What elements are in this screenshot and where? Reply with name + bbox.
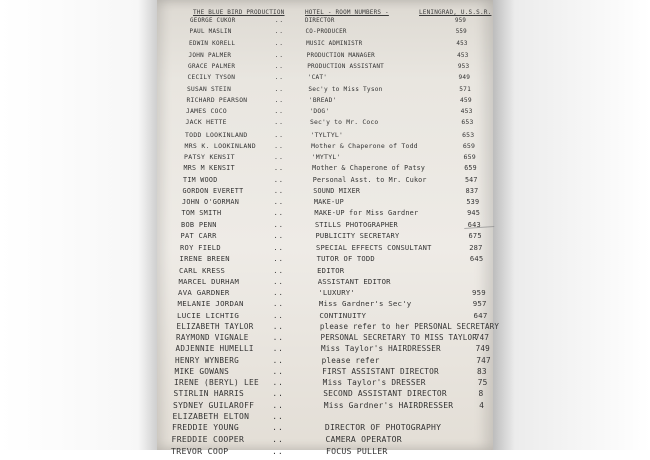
- separator: ..: [274, 141, 284, 150]
- crew-role: Sec'y to Miss Tyson: [308, 85, 383, 93]
- crew-role: Mother & Chaperone of Patsy: [312, 164, 426, 173]
- crew-name: JOHN O'GORMAN: [182, 198, 240, 206]
- crew-role: MUSIC ADMINISTR: [306, 40, 363, 47]
- room-number: 945: [467, 209, 481, 218]
- room-number: 571: [459, 85, 471, 93]
- crew-role: FOCUS PULLER: [326, 445, 388, 456]
- crew-name: TOM SMITH: [181, 209, 222, 218]
- crew-role: DIRECTOR: [305, 18, 335, 24]
- crew-name: TIM WOOD: [183, 175, 218, 184]
- crew-name: BOB PENN: [181, 220, 217, 229]
- crew-role: 'TYLTYL': [310, 130, 344, 139]
- crew-role: 'BREAD': [308, 96, 337, 104]
- separator: ..: [274, 63, 284, 70]
- crew-role: TUTOR OF TODD: [316, 254, 375, 264]
- crew-name: GRACE PALMER: [188, 63, 236, 70]
- crew-name: MRS M KENSIT: [183, 164, 235, 173]
- crew-role: please refer to her PERSONAL SECRETARY: [319, 321, 500, 331]
- crew-name: HENRY WYNBERG: [175, 355, 240, 365]
- crew-role: CO-PRODUCER: [305, 29, 347, 36]
- crew-role: ASSISTANT EDITOR: [317, 276, 391, 286]
- room-number: 653: [462, 130, 475, 139]
- separator: ..: [272, 321, 284, 331]
- crew-name: ELIZABETH TAYLOR: [176, 321, 254, 331]
- crew-role: Miss Gardner's Sec'y: [318, 299, 412, 309]
- separator: ..: [273, 265, 284, 275]
- city-heading: LENINGRAD, U.S.S.R.: [419, 9, 492, 16]
- room-number: 547: [464, 175, 478, 184]
- crew-role: PUBLICITY SECRETARY: [315, 231, 400, 240]
- room-number: 659: [462, 141, 476, 150]
- crew-role: Sec'y to Mr. Coco: [309, 119, 379, 127]
- crew-role: Miss Gardner's HAIRDRESSER: [323, 400, 454, 410]
- separator: ..: [273, 220, 284, 229]
- separator: ..: [272, 355, 284, 365]
- room-number: 749: [475, 344, 490, 354]
- separator: ..: [274, 96, 284, 104]
- room-number: 837: [465, 186, 479, 195]
- hotel-column-heading: HOTEL - ROOM NUMBERS -: [305, 9, 389, 16]
- crew-name: TODD LOOKINLAND: [185, 130, 248, 139]
- separator: ..: [272, 366, 284, 376]
- crew-name: PAT CARR: [180, 231, 217, 240]
- crew-role: DIRECTOR OF PHOTOGRAPHY: [324, 423, 442, 432]
- separator: ..: [272, 445, 284, 456]
- room-number: 559: [455, 29, 467, 36]
- crew-name: IRENE BREEN: [179, 254, 230, 264]
- crew-name: SUSAN STEIN: [187, 85, 232, 93]
- crew-name: GORDON EVERETT: [182, 186, 244, 195]
- separator: ..: [273, 175, 284, 184]
- room-number: 675: [468, 231, 482, 240]
- room-number: 647: [473, 310, 488, 320]
- crew-role: 'DOG': [309, 108, 330, 115]
- separator: ..: [274, 51, 284, 59]
- separator: ..: [272, 423, 284, 432]
- separator: ..: [272, 389, 284, 399]
- separator: ..: [273, 288, 284, 297]
- left-margin-background: [0, 0, 157, 450]
- separator: ..: [273, 299, 284, 309]
- separator: ..: [272, 411, 284, 421]
- crew-name: MRS K. LOOKINLAND: [184, 141, 256, 150]
- crew-role: CAMERA OPERATOR: [325, 434, 402, 445]
- room-number: 959: [455, 18, 467, 24]
- room-number: 747: [476, 355, 491, 365]
- crew-name: SYDNEY GUILAROFF: [173, 400, 255, 410]
- crew-role: SPECIAL EFFECTS CONSULTANT: [316, 243, 432, 252]
- separator: ..: [274, 29, 284, 36]
- room-number: 653: [461, 119, 474, 127]
- crew-role: FIRST ASSISTANT DIRECTOR: [322, 366, 439, 376]
- crew-role: Miss Taylor's HAIRDRESSER: [321, 344, 441, 354]
- crew-name: MIKE GOWANS: [174, 366, 230, 376]
- crew-name: LUCIE LICHTIG: [177, 310, 240, 320]
- separator: ..: [274, 74, 284, 82]
- separator: ..: [273, 243, 284, 252]
- crew-name: JOHN PALMER: [188, 51, 232, 59]
- crew-role: 'CAT': [307, 74, 328, 82]
- separator: ..: [273, 186, 284, 195]
- production-title: THE BLUE BIRD PRODUCTION: [193, 9, 285, 16]
- crew-role: please refer: [321, 355, 380, 365]
- separator: ..: [272, 310, 284, 320]
- room-number: 747: [474, 333, 490, 342]
- crew-role: STILLS PHOTOGRAPHER: [314, 220, 398, 229]
- typed-crew-list-page: [157, 0, 500, 456]
- crew-name: PATSY KENSIT: [184, 153, 235, 161]
- room-number: 659: [463, 153, 476, 161]
- separator: ..: [274, 40, 284, 47]
- separator: ..: [273, 231, 284, 240]
- room-number: 949: [458, 74, 471, 82]
- room-number: 959: [472, 288, 486, 297]
- room-number: 287: [469, 243, 483, 252]
- room-number: 643: [467, 220, 481, 229]
- crew-name: EDWIN KORELL: [189, 40, 236, 47]
- crew-name: TREVOR COOP: [171, 445, 229, 456]
- crew-name: ADJENNIE HUMELLI: [175, 344, 254, 354]
- crew-name: CECILY TYSON: [187, 74, 236, 82]
- crew-role: 'LUXURY': [318, 288, 355, 297]
- room-number: 453: [460, 108, 473, 115]
- crew-name: STIRLIN HARRIS: [173, 389, 245, 399]
- crew-role: EDITOR: [317, 265, 345, 275]
- crew-name: GEORGE CUKOR: [190, 18, 236, 24]
- crew-role: MAKE-UP for Miss Gardner: [314, 209, 419, 218]
- separator: ..: [272, 400, 284, 410]
- crew-row: [157, 446, 517, 460]
- crew-name: MELANIE JORDAN: [177, 299, 244, 309]
- room-number: 453: [456, 40, 468, 47]
- separator: ..: [274, 153, 284, 161]
- separator: ..: [273, 276, 284, 286]
- room-number: 659: [464, 164, 477, 173]
- separator: ..: [274, 85, 284, 93]
- crew-role: MAKE-UP: [313, 198, 344, 206]
- crew-name: IRENE (BERYL) LEE: [174, 378, 260, 387]
- crew-role: 'MYTYL': [311, 153, 341, 161]
- separator: ..: [272, 434, 284, 445]
- separator: ..: [272, 378, 284, 387]
- separator: ..: [272, 344, 284, 354]
- crew-name: ROY FIELD: [180, 243, 221, 252]
- crew-role: SOUND MIXER: [313, 186, 361, 195]
- separator: ..: [274, 108, 284, 115]
- room-number: 459: [459, 96, 472, 104]
- crew-role: PRODUCTION MANAGER: [306, 51, 375, 59]
- room-number: 645: [469, 254, 484, 264]
- crew-role: CONTINUITY: [319, 310, 367, 320]
- separator: ..: [273, 254, 284, 264]
- crew-role: PERSONAL SECRETARY TO MISS TAYLOR: [320, 333, 478, 342]
- crew-name: JAMES COCO: [186, 108, 227, 115]
- crew-role: SECOND ASSISTANT DIRECTOR: [323, 389, 447, 399]
- room-number: 539: [466, 198, 480, 206]
- crew-role: Miss Taylor's DRESSER: [322, 378, 426, 387]
- crew-name: JACK HETTE: [185, 119, 227, 127]
- crew-role: PRODUCTION ASSISTANT: [307, 63, 385, 70]
- room-number: 953: [457, 63, 470, 70]
- room-number: 453: [457, 51, 469, 59]
- crew-role: Personal Asst. to Mr. Cukor: [312, 175, 427, 184]
- crew-name: RAYMOND VIGNALE: [176, 333, 249, 342]
- room-number: 8: [478, 389, 484, 399]
- crew-name: CARL KRESS: [179, 265, 226, 275]
- separator: ..: [272, 333, 284, 342]
- crew-list: [157, 0, 500, 456]
- room-number: 4: [479, 400, 485, 410]
- crew-name: PAUL MASLIN: [189, 29, 232, 36]
- room-number: 957: [472, 299, 487, 309]
- crew-name: FREDDIE YOUNG: [172, 423, 240, 432]
- crew-name: ELIZABETH ELTON: [172, 411, 250, 421]
- separator: ..: [273, 209, 284, 218]
- crew-name: RICHARD PEARSON: [186, 96, 248, 104]
- room-number: 83: [477, 366, 487, 376]
- separator: ..: [274, 119, 284, 127]
- separator: ..: [275, 18, 284, 24]
- separator: ..: [273, 198, 284, 206]
- crew-name: AVA GARDNER: [178, 288, 230, 297]
- separator: ..: [274, 130, 284, 139]
- crew-name: FREDDIE COOPER: [171, 434, 245, 445]
- crew-role: Mother & Chaperone of Todd: [311, 141, 418, 150]
- separator: ..: [273, 164, 284, 173]
- room-number: 75: [477, 378, 488, 387]
- crew-name: MARCEL DURHAM: [178, 276, 240, 286]
